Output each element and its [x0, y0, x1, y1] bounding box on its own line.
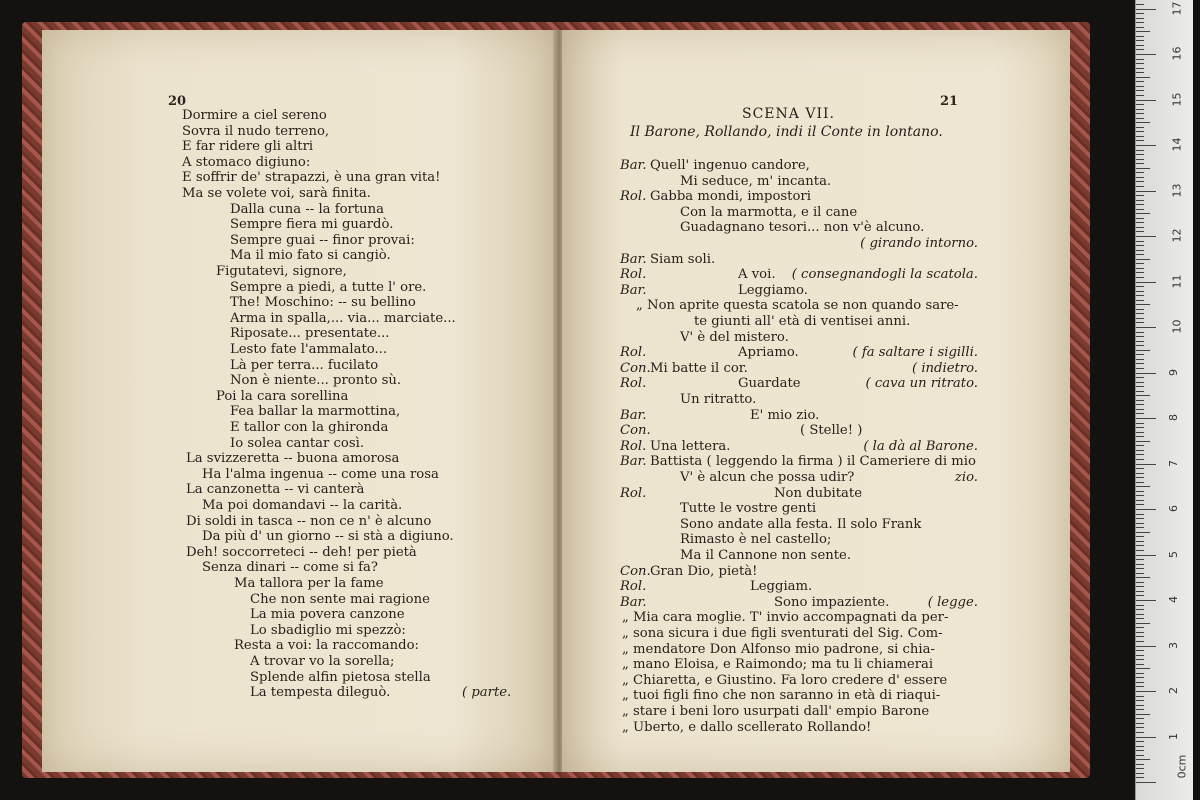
- ruler-tick: [1136, 464, 1156, 465]
- ruler-number: 12: [1170, 228, 1184, 243]
- ruler-tick: [1136, 768, 1144, 769]
- ruler-tick: [1136, 550, 1144, 551]
- ruler-tick: [1136, 541, 1144, 542]
- dialogue-line: Battista ( leggendo la firma ) il Cameriere di mio: [650, 454, 976, 470]
- ruler-tick: [1136, 27, 1144, 28]
- ruler-tick: [1136, 145, 1156, 146]
- ruler-number: 10: [1170, 319, 1184, 334]
- dialogue-line: Mi seduce, m' incanta.: [680, 173, 832, 189]
- dialogue-line: Rimasto è nel castello;: [680, 532, 832, 548]
- verse-line: Dalla cuna -- la fortuna: [230, 201, 385, 217]
- verse-line: A trovar vo la sorella;: [250, 654, 395, 669]
- ruler-tick: [1136, 154, 1144, 155]
- speaker-label: Rol.: [620, 438, 647, 454]
- scene-subtitle: Il Barone, Rollando, indi il Conte in lontano.: [630, 124, 943, 140]
- dialogue-line: Gran Dio, pietà!: [650, 563, 758, 579]
- speaker-label: Bar.: [620, 454, 647, 470]
- ruler-tick: [1136, 409, 1144, 410]
- speaker-label: Rol.: [620, 345, 647, 361]
- ruler-tick: [1136, 709, 1144, 710]
- ruler-tick: [1136, 272, 1144, 273]
- dialogue-line: Sono impaziente.: [774, 594, 890, 610]
- ruler-tick: [1136, 664, 1144, 665]
- verse-line: Io solea cantar così.: [230, 435, 365, 451]
- ruler-tick: [1136, 568, 1144, 569]
- speaker-label: Bar.: [620, 594, 647, 610]
- ruler-tick: [1136, 186, 1144, 187]
- ruler-tick: [1136, 477, 1144, 478]
- dialogue-line: „ Chiaretta, e Giustino. Fa loro credere d' essere: [622, 672, 948, 688]
- ruler-tick: [1136, 363, 1144, 364]
- ruler-tick: [1136, 595, 1144, 596]
- ruler-number: 1: [1167, 732, 1180, 740]
- dialogue-line: Con la marmotta, e il cane: [680, 204, 858, 220]
- speaker-label: Bar.: [620, 407, 647, 423]
- ruler-tick: [1136, 122, 1150, 123]
- ruler-tick: [1136, 304, 1150, 305]
- measuring-ruler: [1135, 0, 1193, 800]
- ruler-tick: [1136, 764, 1144, 765]
- ruler-tick: [1136, 627, 1144, 628]
- verse-line: Sempre guai -- finor provai:: [230, 232, 415, 248]
- ruler-number: 8: [1167, 414, 1180, 421]
- ruler-tick: [1136, 432, 1144, 433]
- ruler-tick: [1136, 300, 1144, 301]
- ruler-tick: [1136, 755, 1144, 756]
- ruler-tick: [1136, 368, 1144, 369]
- stage-direction: ( consegnandogli la scatola.: [791, 267, 978, 283]
- verse-line: The! Moschino: -- su bellino: [230, 295, 416, 311]
- ruler-tick: [1136, 737, 1156, 738]
- dialogue-line: „ tuoi figli fino che non saranno in età di riaqui-: [622, 688, 941, 704]
- ruler-tick: [1136, 204, 1144, 205]
- ruler-tick: [1136, 136, 1144, 137]
- ruler-tick: [1136, 327, 1156, 328]
- ruler-tick: [1136, 714, 1150, 715]
- ruler-tick: [1136, 532, 1150, 533]
- verse-line: Che non sente mai ragione: [250, 591, 430, 607]
- verse-line: A stomaco digiuno:: [182, 154, 311, 170]
- ruler-tick: [1136, 400, 1144, 401]
- dialogue-line: A voi.: [738, 267, 776, 283]
- ruler-number: 17: [1170, 1, 1184, 15]
- speaker-label: Con.: [620, 360, 651, 376]
- verse-line: Deh! soccorreteci -- deh! per pietà: [186, 544, 417, 560]
- ruler-tick: [1136, 354, 1144, 355]
- ruler-tick: [1136, 195, 1144, 196]
- ruler-tick: [1136, 491, 1144, 492]
- verse-line: La mia povera canzone: [250, 607, 405, 623]
- ruler-tick: [1136, 495, 1144, 496]
- speaker-label: Bar.: [620, 158, 647, 173]
- ruler-tick: [1136, 659, 1144, 660]
- ruler-tick: [1136, 641, 1144, 642]
- verse-line: E soffrir de' strapazzi, è una gran vita!: [182, 170, 441, 186]
- ruler-tick: [1136, 614, 1144, 615]
- verse-line: Sovra il nudo terreno,: [182, 123, 330, 139]
- verse-line: Là per terra... fucilato: [230, 357, 379, 373]
- verse-line: Ma tallora per la fame: [234, 576, 384, 591]
- ruler-number: 14: [1170, 137, 1184, 152]
- verse-line: Riposate... presentate...: [230, 326, 390, 342]
- ruler-number: 15: [1170, 92, 1184, 106]
- ruler-tick: [1136, 404, 1144, 405]
- verse-line: Poi la cara sorellina: [216, 388, 349, 404]
- verse-line: Arma in spalla,... via... marciate...: [230, 310, 456, 326]
- ruler-unit-label: 0cm: [1175, 754, 1189, 779]
- ruler-tick: [1136, 13, 1144, 14]
- ruler-tick: [1136, 718, 1144, 719]
- ruler-tick: [1136, 231, 1144, 232]
- stage-direction: ( parte.: [462, 685, 512, 701]
- ruler-tick: [1136, 45, 1144, 46]
- ruler-tick: [1136, 723, 1144, 724]
- ruler-tick: [1136, 54, 1156, 55]
- ruler-tick: [1136, 31, 1150, 32]
- ruler-tick: [1136, 391, 1144, 392]
- ruler-tick: [1136, 459, 1144, 460]
- ruler-tick: [1136, 436, 1144, 437]
- ruler-tick: [1136, 309, 1144, 310]
- dialogue-line: „ stare i beni loro usurpati dall' empio Barone: [622, 704, 930, 719]
- verse-line: Ma poi domandavi -- la carità.: [202, 498, 403, 513]
- ruler-tick: [1136, 468, 1144, 469]
- ruler-tick: [1136, 686, 1144, 687]
- dialogue-line: „ mano Eloisa, e Raimondo; ma tu li chiamerai: [622, 657, 934, 673]
- ruler-tick: [1136, 150, 1144, 151]
- ruler-tick: [1136, 600, 1156, 601]
- ruler-tick: [1136, 241, 1144, 242]
- ruler-number: 7: [1167, 459, 1180, 467]
- dialogue-line: te giunti all' età di ventisei anni.: [694, 314, 911, 329]
- dialogue-line: „ Non aprite questa scatola se non quando sare-: [636, 298, 959, 314]
- ruler-tick: [1136, 213, 1150, 214]
- verse-line: Lesto fate l'ammalato...: [230, 342, 388, 357]
- ruler-tick: [1136, 705, 1144, 706]
- speaker-label: Rol.: [620, 376, 647, 392]
- ruler-tick: [1136, 77, 1150, 78]
- ruler-tick: [1136, 395, 1150, 396]
- ruler-tick: [1136, 68, 1144, 69]
- ruler-tick: [1136, 386, 1144, 387]
- ruler-number: 13: [1170, 183, 1184, 197]
- dialogue-line: Siam soli.: [650, 251, 716, 267]
- ruler-tick: [1136, 36, 1144, 37]
- ruler-tick: [1136, 259, 1150, 260]
- page-number: 20: [168, 94, 187, 109]
- verse-line: Lo sbadiglio mi spezzò:: [250, 622, 406, 638]
- ruler-tick: [1136, 222, 1144, 223]
- verse-line: Ha l'alma ingenua -- come una rosa: [202, 466, 439, 482]
- ruler-tick: [1136, 286, 1144, 287]
- ruler-tick: [1136, 559, 1144, 560]
- ruler-tick: [1136, 109, 1144, 110]
- ruler-tick: [1136, 473, 1144, 474]
- verse-line: Figutatevi, signore,: [216, 264, 347, 279]
- dialogue-line: Guardate: [738, 376, 801, 392]
- stage-direction: ( la dà al Barone.: [863, 438, 978, 454]
- ruler-number: 6: [1167, 505, 1180, 512]
- ruler-tick: [1136, 313, 1144, 314]
- ruler-tick: [1136, 168, 1150, 169]
- ruler-tick: [1136, 177, 1144, 178]
- ruler-tick: [1136, 564, 1144, 565]
- ruler-tick: [1136, 359, 1144, 360]
- ruler-tick: [1136, 500, 1144, 501]
- dialogue-line: Tutte le vostre genti: [680, 501, 817, 517]
- dialogue-line: V' è del mistero.: [680, 329, 789, 345]
- verse-line: Senza dinari -- come si fa?: [202, 560, 378, 576]
- ruler-tick: [1136, 172, 1144, 173]
- dialogue-line: „ sona sicura i due figli sventurati del Sig. Com-: [622, 626, 943, 641]
- speaker-label: Rol.: [620, 485, 647, 501]
- ruler-tick: [1136, 545, 1144, 546]
- ruler-tick: [1136, 254, 1144, 255]
- ruler-tick: [1136, 536, 1144, 537]
- ruler-tick: [1136, 218, 1144, 219]
- ruler-tick: [1136, 777, 1144, 778]
- ruler-tick: [1136, 727, 1144, 728]
- ruler-tick: [1136, 573, 1144, 574]
- stage-direction: ( legge.: [927, 594, 978, 610]
- dialogue-line: Ma il Cannone non sente.: [680, 548, 852, 563]
- ruler-tick: [1136, 441, 1150, 442]
- ruler-tick: [1136, 450, 1144, 451]
- ruler-tick: [1136, 95, 1144, 96]
- ruler-tick: [1136, 782, 1156, 783]
- dialogue-line: Una lettera.: [650, 438, 731, 454]
- ruler-number: 16: [1170, 46, 1184, 61]
- ruler-tick: [1136, 518, 1144, 519]
- dialogue-line: V' è alcun che possa udir?: [680, 470, 855, 485]
- ruler-tick: [1136, 623, 1150, 624]
- ruler-tick: [1136, 9, 1156, 10]
- ruler-tick: [1136, 227, 1144, 228]
- page-number: 21: [940, 94, 959, 109]
- ruler-tick: [1136, 632, 1144, 633]
- ruler-tick: [1136, 113, 1144, 114]
- ruler-tick: [1136, 90, 1144, 91]
- ruler-tick: [1136, 650, 1144, 651]
- ruler-tick: [1136, 345, 1144, 346]
- ruler-tick: [1136, 418, 1156, 419]
- verse-line: La canzonetta -- vi canterà: [186, 482, 365, 498]
- ruler-tick: [1136, 523, 1144, 524]
- ruler-tick: [1136, 322, 1144, 323]
- ruler-tick: [1136, 49, 1144, 50]
- ruler-tick: [1136, 22, 1144, 23]
- speaker-label: Rol.: [620, 579, 647, 595]
- ruler-tick: [1136, 209, 1144, 210]
- left-page: [42, 30, 555, 772]
- ruler-number: 4: [1167, 596, 1180, 603]
- dialogue-line: ( Stelle! ): [800, 423, 863, 439]
- ruler-number: 2: [1167, 687, 1180, 694]
- dialogue-line: E' mio zio.: [750, 407, 820, 423]
- dialogue-line: Sono andate alla festa. Il solo Frank: [680, 516, 922, 532]
- ruler-tick: [1136, 118, 1144, 119]
- ruler-tick: [1136, 263, 1144, 264]
- ruler-tick: [1136, 100, 1156, 101]
- stage-direction: ( girando intorno.: [860, 236, 978, 251]
- ruler-tick: [1136, 159, 1144, 160]
- ruler-tick: [1136, 236, 1156, 237]
- ruler-tick: [1136, 673, 1144, 674]
- speaker-label: Con.: [620, 563, 651, 579]
- ruler-tick: [1136, 636, 1144, 637]
- speaker-label: Rol.: [620, 189, 647, 205]
- ruler-tick: [1136, 332, 1144, 333]
- ruler-tick: [1136, 750, 1144, 751]
- dialogue-line: Leggiamo.: [738, 282, 808, 298]
- ruler-tick: [1136, 163, 1144, 164]
- ruler-tick: [1136, 618, 1144, 619]
- verse-line: E far ridere gli altri: [182, 139, 314, 155]
- ruler-tick: [1136, 373, 1156, 374]
- ruler-tick: [1136, 509, 1156, 510]
- ruler-tick: [1136, 350, 1150, 351]
- verse-line: Dormire a ciel sereno: [182, 108, 327, 123]
- ruler-tick: [1136, 250, 1144, 251]
- dialogue-line: Guadagnano tesori... non v'è alcuno.: [680, 220, 925, 236]
- verse-line: Resta a voi: la raccomando:: [234, 638, 419, 654]
- ruler-tick: [1136, 427, 1144, 428]
- ruler-tick: [1136, 773, 1144, 774]
- ruler-tick: [1136, 200, 1144, 201]
- ruler-tick: [1136, 104, 1144, 105]
- ruler-tick: [1136, 295, 1144, 296]
- speaker-label: Rol.: [620, 267, 647, 283]
- dialogue-line: Apriamo.: [738, 345, 799, 361]
- verse-line: E tallor con la ghironda: [230, 420, 389, 435]
- ruler-tick: [1136, 605, 1144, 606]
- dialogue-line: Mi batte il cor.: [650, 360, 748, 376]
- ruler-tick: [1136, 555, 1156, 556]
- ruler-tick: [1136, 382, 1144, 383]
- ruler-tick: [1136, 181, 1144, 182]
- right-page: [562, 30, 1070, 772]
- ruler-tick: [1136, 413, 1144, 414]
- dialogue-line: Non dubitate: [774, 485, 863, 501]
- verse-line: Ma il mio fato si cangiò.: [230, 248, 391, 264]
- ruler-tick: [1136, 582, 1144, 583]
- dialogue-line: „ mendatore Don Alfonso mio padrone, si chia-: [622, 641, 935, 657]
- ruler-tick: [1136, 759, 1150, 760]
- ruler-tick: [1136, 696, 1144, 697]
- ruler-tick: [1136, 268, 1144, 269]
- ruler-tick: [1136, 423, 1144, 424]
- ruler-tick: [1136, 341, 1144, 342]
- ruler-tick: [1136, 527, 1144, 528]
- verse-line: Splende alfin pietosa stella: [250, 669, 431, 685]
- ruler-tick: [1136, 291, 1144, 292]
- ruler-tick: [1136, 336, 1144, 337]
- verse-line: Non è niente... pronto sù.: [230, 373, 402, 389]
- verse-line: Sempre a piedi, a tutte l' ore.: [230, 279, 427, 295]
- ruler-tick: [1136, 40, 1144, 41]
- ruler-tick: [1136, 72, 1144, 73]
- scene-title: SCENA VII.: [742, 106, 835, 122]
- ruler-tick: [1136, 514, 1144, 515]
- ruler-tick: [1136, 504, 1144, 505]
- ruler-tick: [1136, 591, 1144, 592]
- ruler-number: 5: [1167, 550, 1180, 558]
- dialogue-line: „ Mia cara moglie. T' invio accompagnati da per-: [622, 610, 949, 626]
- verse-line: Da più d' un giorno -- si stà a digiuno.: [202, 529, 454, 545]
- ruler-tick: [1136, 609, 1144, 610]
- dialogue-line: Un ritratto.: [680, 392, 757, 407]
- ruler-tick: [1136, 682, 1144, 683]
- verse-line: La svizzeretta -- buona amorosa: [186, 451, 400, 467]
- stage-direction: ( cava un ritrato.: [865, 376, 978, 392]
- dialogue-line: Leggiam.: [750, 579, 813, 595]
- verse-line: Fea ballar la marmottina,: [230, 404, 401, 420]
- ruler-tick: [1136, 700, 1144, 701]
- ruler-tick: [1136, 4, 1144, 5]
- ruler-tick: [1136, 732, 1144, 733]
- ruler-tick: [1136, 81, 1144, 82]
- stage-direction: zio.: [954, 470, 978, 485]
- ruler-tick: [1136, 486, 1150, 487]
- ruler-tick: [1136, 586, 1144, 587]
- ruler-tick: [1136, 191, 1156, 192]
- speaker-label: Bar.: [620, 251, 647, 267]
- dialogue-line: Quell' ingenuo candore,: [650, 158, 810, 173]
- ruler-tick: [1136, 445, 1144, 446]
- ruler-tick: [1136, 746, 1144, 747]
- ruler-tick: [1136, 282, 1156, 283]
- stage-direction: ( fa saltare i sigilli.: [852, 345, 978, 361]
- verse-line: Sempre fiera mi guardò.: [230, 217, 394, 233]
- ruler-tick: [1136, 741, 1144, 742]
- dialogue-line: „ Uberto, e dallo scellerato Rollando!: [622, 719, 872, 735]
- ruler-tick: [1136, 318, 1144, 319]
- ruler-number: 11: [1170, 274, 1184, 288]
- ruler-tick: [1136, 245, 1144, 246]
- dialogue-line: Gabba mondi, impostori: [650, 189, 811, 205]
- ruler-tick: [1136, 668, 1150, 669]
- ruler-tick: [1136, 655, 1144, 656]
- ruler-tick: [1136, 127, 1144, 128]
- ruler-tick: [1136, 454, 1144, 455]
- ruler-number: 3: [1167, 641, 1180, 649]
- speaker-label: Con.: [620, 423, 651, 439]
- ruler-tick: [1136, 482, 1144, 483]
- ruler-tick: [1136, 86, 1144, 87]
- ruler-tick: [1136, 59, 1144, 60]
- ruler-tick: [1136, 18, 1144, 19]
- stage-direction: ( indietro.: [911, 360, 978, 376]
- ruler-tick: [1136, 377, 1144, 378]
- ruler-tick: [1136, 140, 1144, 141]
- verse-line: La tempesta dileguò.: [250, 685, 391, 701]
- ruler-tick: [1136, 277, 1144, 278]
- ruler-tick: [1136, 646, 1156, 647]
- verse-line: Di soldi in tasca -- non ce n' è alcuno: [186, 513, 432, 529]
- ruler-tick: [1136, 691, 1156, 692]
- ruler-tick: [1136, 677, 1144, 678]
- ruler-tick: [1136, 131, 1144, 132]
- ruler-tick: [1136, 63, 1144, 64]
- ruler-tick: [1136, 577, 1150, 578]
- speaker-label: Bar.: [620, 282, 647, 298]
- ruler-number: 9: [1167, 368, 1180, 376]
- verse-line: Ma se volete voi, sarà finita.: [182, 186, 371, 201]
